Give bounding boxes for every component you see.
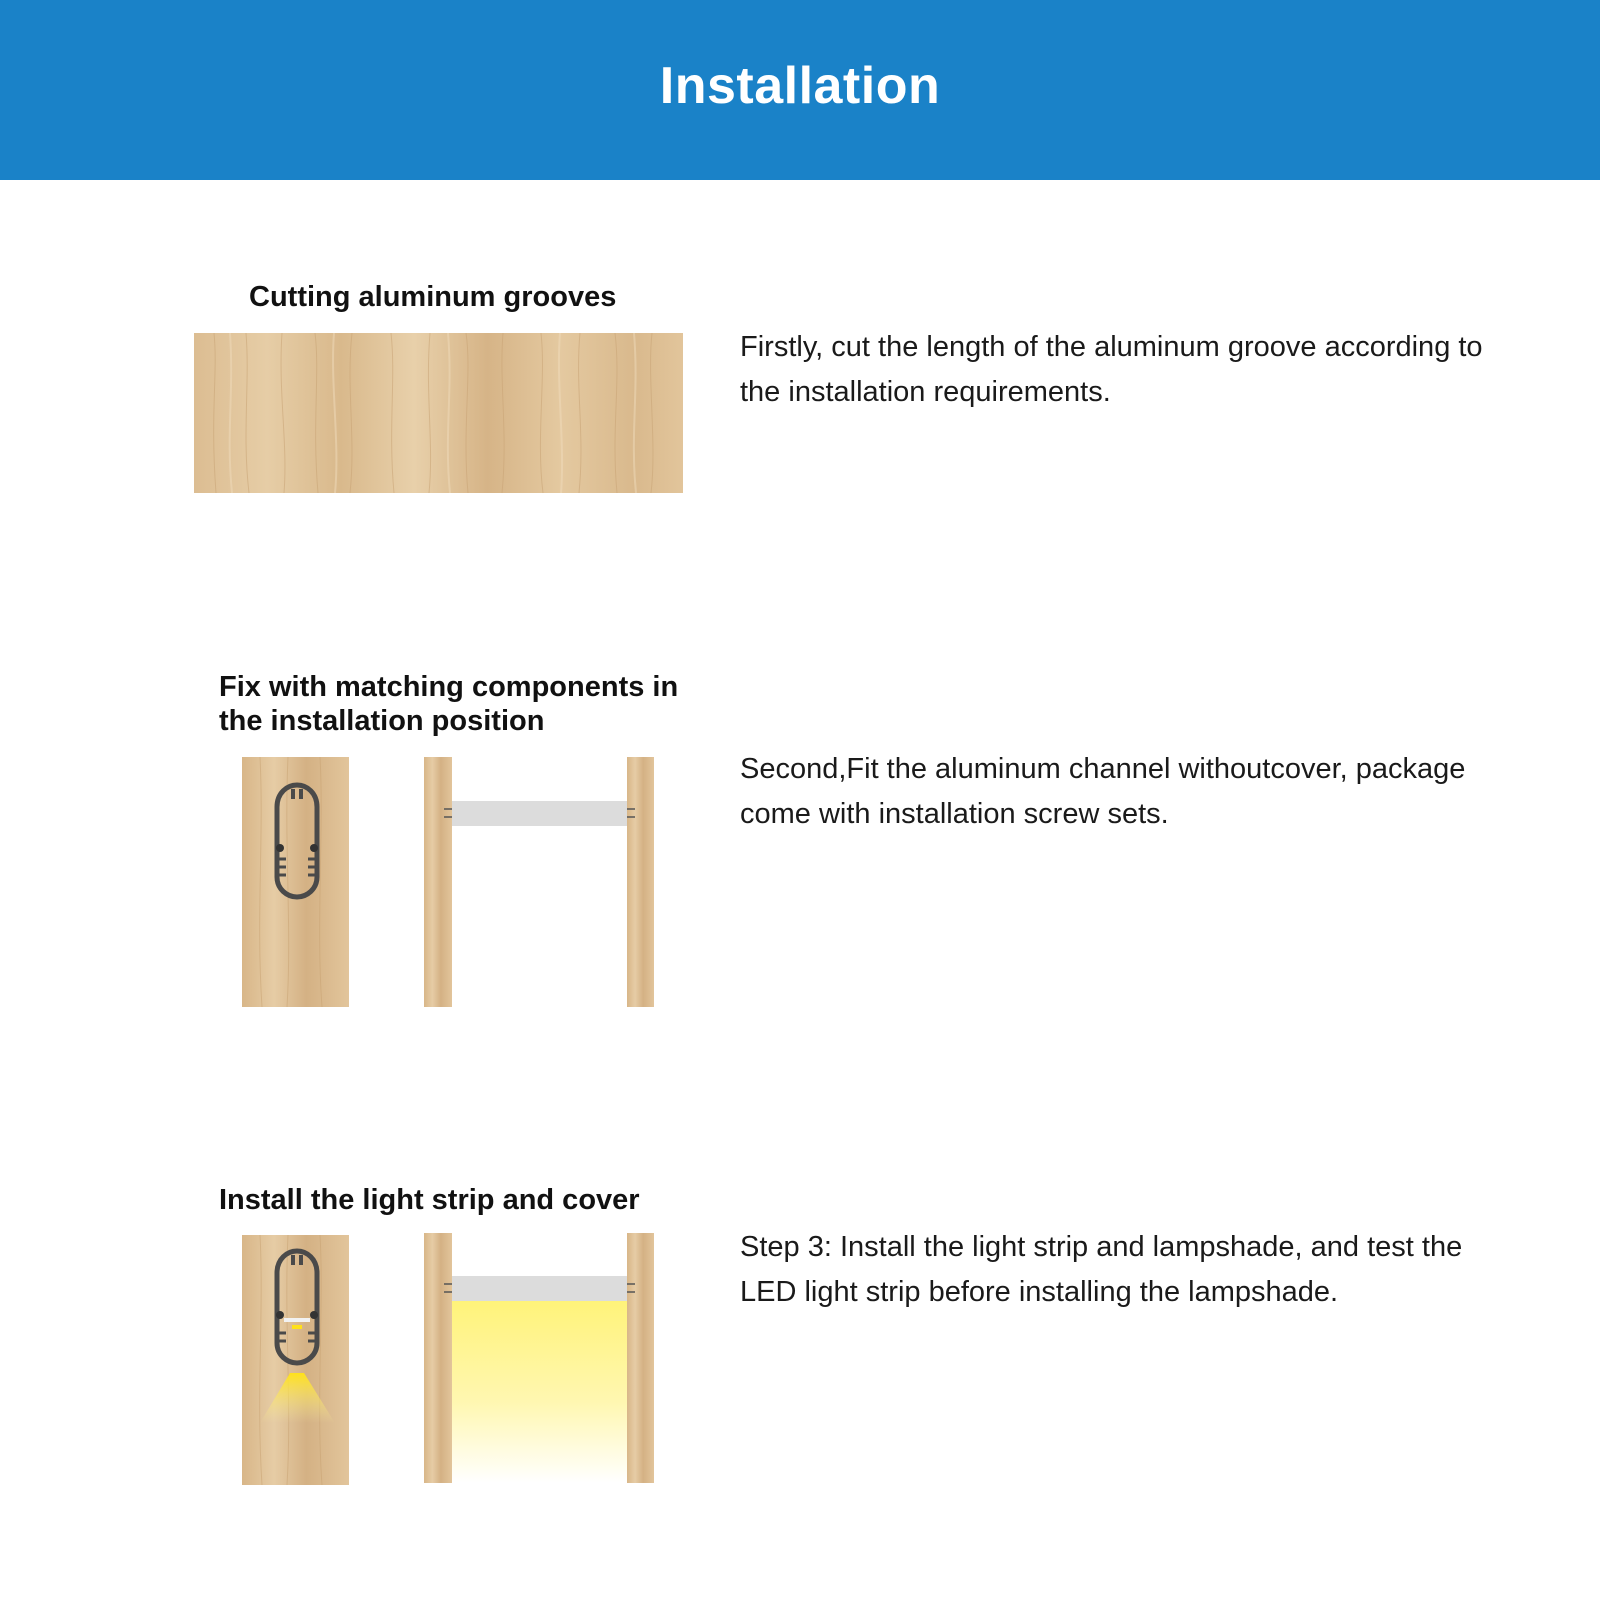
step-2-title: Fix with matching components in the installation position <box>219 671 679 737</box>
channel-with-light-image <box>240 1233 655 1485</box>
right-post <box>627 757 654 1007</box>
channel-without-cover-image <box>240 757 655 1007</box>
step-3-title: Install the light strip and cover <box>219 1184 640 1216</box>
step-2-description: Second,Fit the aluminum channel withoutcover, package come with installation screw sets. <box>740 753 1466 830</box>
step-3-illustration <box>240 1233 655 1485</box>
step-1-illustration <box>194 333 683 493</box>
wood-panel-image <box>194 333 683 493</box>
wood-board-cross-section <box>242 1235 349 1485</box>
light-glow <box>452 1301 627 1483</box>
step-1-description: Firstly, cut the length of the aluminum groove according to the installation requirements. <box>740 331 1483 408</box>
step-1-title: Cutting aluminum grooves <box>249 281 617 313</box>
wood-board-cross-section <box>242 757 349 1007</box>
header-banner <box>0 0 1600 180</box>
left-post <box>424 757 452 1007</box>
step-3-description: Step 3: Install the light strip and lampshade, and test the LED light strip before installing the lampshade. <box>740 1231 1463 1308</box>
left-post <box>424 1233 452 1483</box>
page-title: Installation <box>659 57 941 115</box>
step-2-illustration <box>240 757 655 1007</box>
right-post <box>627 1233 654 1483</box>
aluminum-channel <box>452 1276 627 1301</box>
aluminum-channel <box>452 801 627 826</box>
